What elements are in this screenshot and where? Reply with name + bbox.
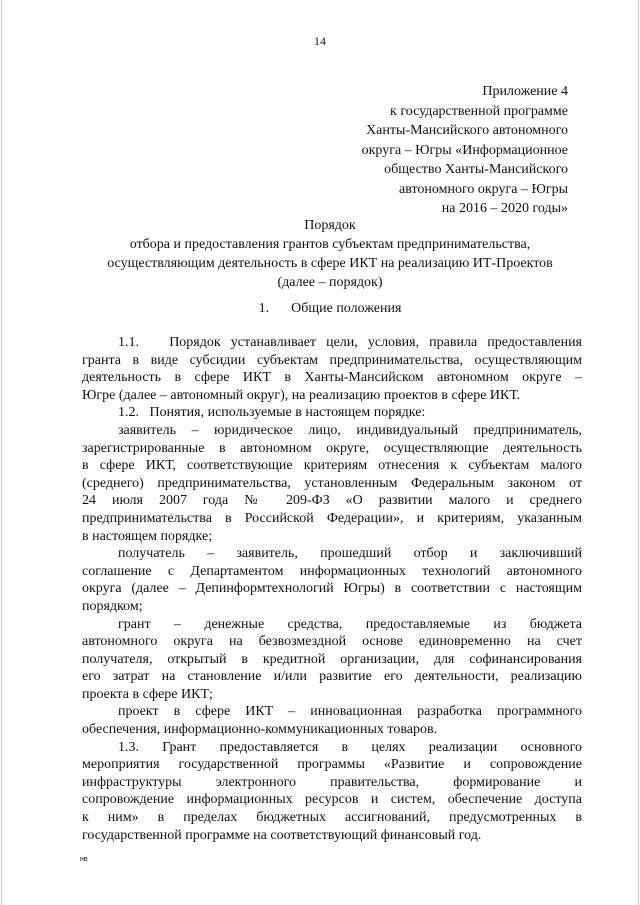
title-heading: Порядок [304, 218, 356, 233]
body-line: округа (далее – Депинформтехнологий Югры) в соответствии с настоящим [82, 581, 582, 597]
body-line: обеспечения, информационно-коммуникационных товаров. [82, 722, 438, 738]
body-line: его затрат на становление и/или развитие его деятельности, реализацию [82, 669, 582, 685]
page-number: 14 [314, 34, 326, 48]
section-heading [72, 301, 588, 317]
body-line: 1.2. Понятия, используемые в настоящем порядке: [118, 405, 426, 421]
appendix-header [308, 82, 568, 219]
document-title [72, 216, 588, 292]
scan-edge-left [1, 0, 2, 905]
body-line: в настоящем порядке; [82, 528, 213, 544]
body-line: 24 июля 2007 года № 209-ФЗ «О развитии малого и среднего [82, 493, 582, 509]
body-line: 1.3. Грант предоставляется в целях реализации основного [118, 739, 582, 755]
title-line: (далее – порядок) [277, 275, 383, 290]
body-line: инфраструктуры электронного правительства, формирование и [82, 774, 582, 790]
body-line: автономного округа на безвозмездной основе единовременно на счет [82, 634, 582, 650]
appendix-line: автономного округа – Югры [399, 181, 568, 197]
appendix-line: к государственной программе [390, 103, 568, 119]
appendix-line: на 2016 – 2020 годы» [441, 201, 568, 216]
body-line: зарегистрированные в автономном округе, осуществляющие деятельность [82, 440, 582, 456]
title-line: отбора и предоставления грантов субъектам предпринимательства, [129, 237, 531, 252]
body-text [82, 334, 582, 844]
body-line: Югре (далее – автономный округ), на реализацию проектов в сфере ИКТ. [82, 387, 521, 403]
body-line: получатель – заявитель, прошедший отбор и заключивший [118, 546, 582, 562]
section-number: 1. [258, 301, 270, 316]
body-line: (среднего) предпринимательства, установленным Федеральным законом от [82, 475, 582, 491]
body-line: проекта в сфере ИКТ; [82, 686, 213, 702]
footer-mark: нв [80, 856, 88, 863]
body-line: соглашение с Департаментом информационных технологий автономного [82, 563, 582, 579]
body-line: грант – денежные средства, предоставляемые из бюджета [118, 616, 582, 632]
appendix-line: Приложение 4 [482, 84, 568, 99]
appendix-line: Ханты-Мансийского автономного [366, 123, 568, 138]
body-line: в сфере ИКТ, соответствующие критериям отнесения к субъектам малого [82, 458, 582, 474]
appendix-line: общество Ханты-Мансийского [384, 162, 568, 177]
body-line: проект в сфере ИКТ – инновационная разработка программного [118, 704, 582, 720]
scan-edge-right [638, 0, 639, 905]
body-line: государственной программе на соответствующий финансовый год. [82, 827, 482, 843]
body-line: сопровождение информационных ресурсов и систем, обеспечение доступа [82, 792, 582, 808]
body-line: деятельность в сфере ИКТ в Ханты-Мансийском автономном округе – [82, 370, 582, 386]
section-title: Общие положения [291, 301, 402, 316]
body-line: мероприятия государственной программы «Развитие и сопровождение [82, 757, 582, 773]
title-line: осуществляющим деятельность в сфере ИКТ на реализацию ИТ-Проектов [107, 256, 553, 271]
body-line: гранта в виде субсидии субъектам предпринимательства, осуществляющим [82, 352, 582, 368]
body-line: 1.1. Порядок устанавливает цели, условия, правила предоставления [118, 335, 582, 350]
body-line: предпринимательства в Российской Федерации», и критериям, указанным [82, 510, 582, 526]
body-line: заявитель – юридическое лицо, индивидуальный предприниматель, [118, 422, 582, 438]
appendix-line: округа – Югры «Информационное [361, 142, 568, 158]
body-line: получателя, открытый в кредитной организации, для софинансирования [82, 651, 582, 667]
body-line: к ним» в пределах бюджетных ассигнований, предусмотренных в [82, 810, 582, 826]
body-line: порядком; [82, 598, 143, 614]
